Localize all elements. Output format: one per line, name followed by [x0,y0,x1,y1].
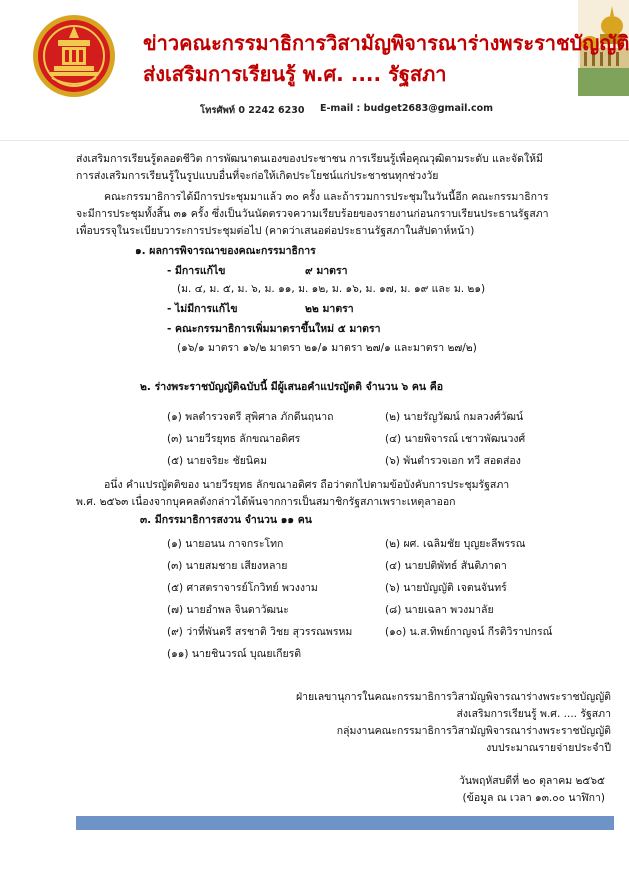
time-line: (ข้อมูล ณ เวลา ๑๓.๐๐ นาฬิกา) [462,792,605,804]
section1-unamended-count: ๒๒ มาตรา [305,303,354,315]
section1-added-list: (๑๖/๑ มาตรา ๑๖/๒ มาตรา ๒๑/๑ มาตรา ๒๗/๑ และมาตรา ๒๗/๒) [177,342,477,354]
section3-member-right-5: (๑๐) น.ส.ทิพย์กาญจน์ กีรติวิราปกรณ์ [385,626,553,638]
section2-note-line1: อนึ่ง คำแปรญัตติของ นายวีรยุทธ ลักขณาอดิศร ถือว่าตกไปตามข้อบังคับการประชุมรัฐสภา [104,479,510,491]
section1-heading: ๑. ผลการพิจารณาของคณะกรรมาธิการ [135,245,316,257]
date-line: วันพฤหัสบดีที่ ๒๐ ตุลาคม ๒๕๖๕ [458,775,605,787]
footer-bar [76,816,614,830]
section3-member-right-4: (๘) นายเฉลา พวงมาลัย [385,604,494,616]
intro-line-3: คณะกรรมาธิการได้มีการประชุมมาแล้ว ๓๐ ครั้ง และถ้ารวมการประชุมในวันนี้อีก คณะกรรมาธิการ [104,191,549,203]
signature-line2: ส่งเสริมการเรียนรู้ พ.ศ. .... รัฐสภา [456,708,611,720]
header-title-line2: ส่งเสริมการเรียนรู้ พ.ศ. .... รัฐสภา [143,62,447,86]
intro-line-5: เพื่อบรรจุในระเบียบวาระการประชุมต่อไป (คาดว่าเสนอต่อประธานรัฐสภาในสัปดาห์หน้า) [76,225,475,237]
section1-amended-label: - มีการแก้ไข [167,265,226,277]
section2-proposer-right-3: (๖) พันตำรวจเอก ทวี สอดส่อง [385,455,521,467]
section3-member-right-2: (๔) นายปติพัทธ์ สันติภาดา [385,560,507,572]
section1-amended-count: ๙ มาตรา [305,265,348,277]
header-divider [0,140,629,141]
header-phone: โทรศัพท์ 0 2242 6230 [200,105,305,116]
section2-proposer-left-2: (๓) นายวีรยุทธ ลักขณาอดิศร [167,433,301,445]
section2-proposer-left-3: (๕) นายจริยะ ชัยนิคม [167,455,268,467]
intro-line-1: ส่งเสริมการเรียนรู้ตลอดชีวิต การพัฒนาตนเองของประชาชน การเรียนรู้เพื่อคุณวุฒิตามระดับ และจัดให้มี [76,153,543,165]
section2-note-line2: พ.ศ. ๒๕๖๓ เนื่องจากบุคคลดังกล่าวได้พ้นจากการเป็นสมาชิกรัฐสภาเพราะเหตุลาออก [76,496,456,508]
intro-line-2: การส่งเสริมการเรียนรู้ในรูปแบบอื่นที่จะก่อให้เกิดประโยชน์แก่ประชาชนทุกช่วงวัย [76,170,439,182]
section3-member-left-1: (๑) นายอนน กาจกระโทก [167,538,284,550]
section1-unamended-label: - ไม่มีการแก้ไข [167,303,238,315]
section3-member-right-3: (๖) นายบัญญัติ เจตนจันทร์ [385,582,507,594]
section2-heading: ๒. ร่างพระราชบัญญัติฉบับนี้ มีผู้เสนอคำแปรญัตติ จำนวน ๖ คน คือ [140,381,444,393]
section3-heading: ๓. มีกรรมาธิการสงวน จำนวน ๑๑ คน [140,514,312,526]
section1-added-label: - คณะกรรมาธิการเพิ่มมาตราขึ้นใหม่ ๕ มาตรา [167,323,381,335]
signature-line3: กลุ่มงานคณะกรรมาธิการวิสามัญพิจารณาร่างพระราชบัญญัติ [336,725,611,737]
signature-line1: ฝ่ายเลขานุการในคณะกรรมาธิการวิสามัญพิจารณาร่างพระราชบัญญัติ [295,691,611,703]
section3-member-left-4: (๗) นายอำพล จินดาวัฒนะ [167,604,289,616]
header-title-line1: ข่าวคณะกรรมาธิการวิสามัญพิจารณาร่างพระราชบัญญัติ [143,31,629,55]
header-email: E-mail : budget2683@gmail.com [320,103,494,114]
section2-proposer-right-2: (๔) นายพิจารณ์ เชาวพัฒนวงศ์ [385,433,526,445]
parliament-emblem-icon [32,14,116,98]
section1-amended-list: (ม. ๔, ม. ๕, ม. ๖, ม. ๑๑, ม. ๑๒, ม. ๑๖, ม. ๑๗, ม. ๑๙ และ ม. ๒๑) [177,283,486,295]
section3-member-left-3: (๕) ศาสตราจารย์โกวิทย์ พวงงาม [167,582,318,594]
section3-member-right-1: (๒) ผศ. เฉลิมชัย บุญยะลีพรรณ [385,538,526,550]
section2-proposer-left-1: (๑) พลตำรวจตรี สุพิศาล ภักดีนฤนาถ [167,411,334,423]
section3-member-left-2: (๓) นายสมชาย เสียงหลาย [167,560,288,572]
intro-line-4: จะมีการประชุมทั้งสิ้น ๓๑ ครั้ง ซึ่งเป็นวันนัดตรวจความเรียบร้อยของรายงานก่อนกราบเรียนประธานรัฐสภา [76,208,549,220]
section2-proposer-right-1: (๒) นายรัญวัฒน์ กมลวงศ์วัฒน์ [385,411,524,423]
signature-line4: งบประมาณรายจ่ายประจำปี [486,742,611,754]
section3-member-left-5: (๙) ว่าที่พันตรี สรชาติ วิชย สุวรรณพรหม [167,626,353,638]
section3-member-left-6: (๑๑) นายชินวรณ์ บุณยเกียรติ [167,648,302,660]
